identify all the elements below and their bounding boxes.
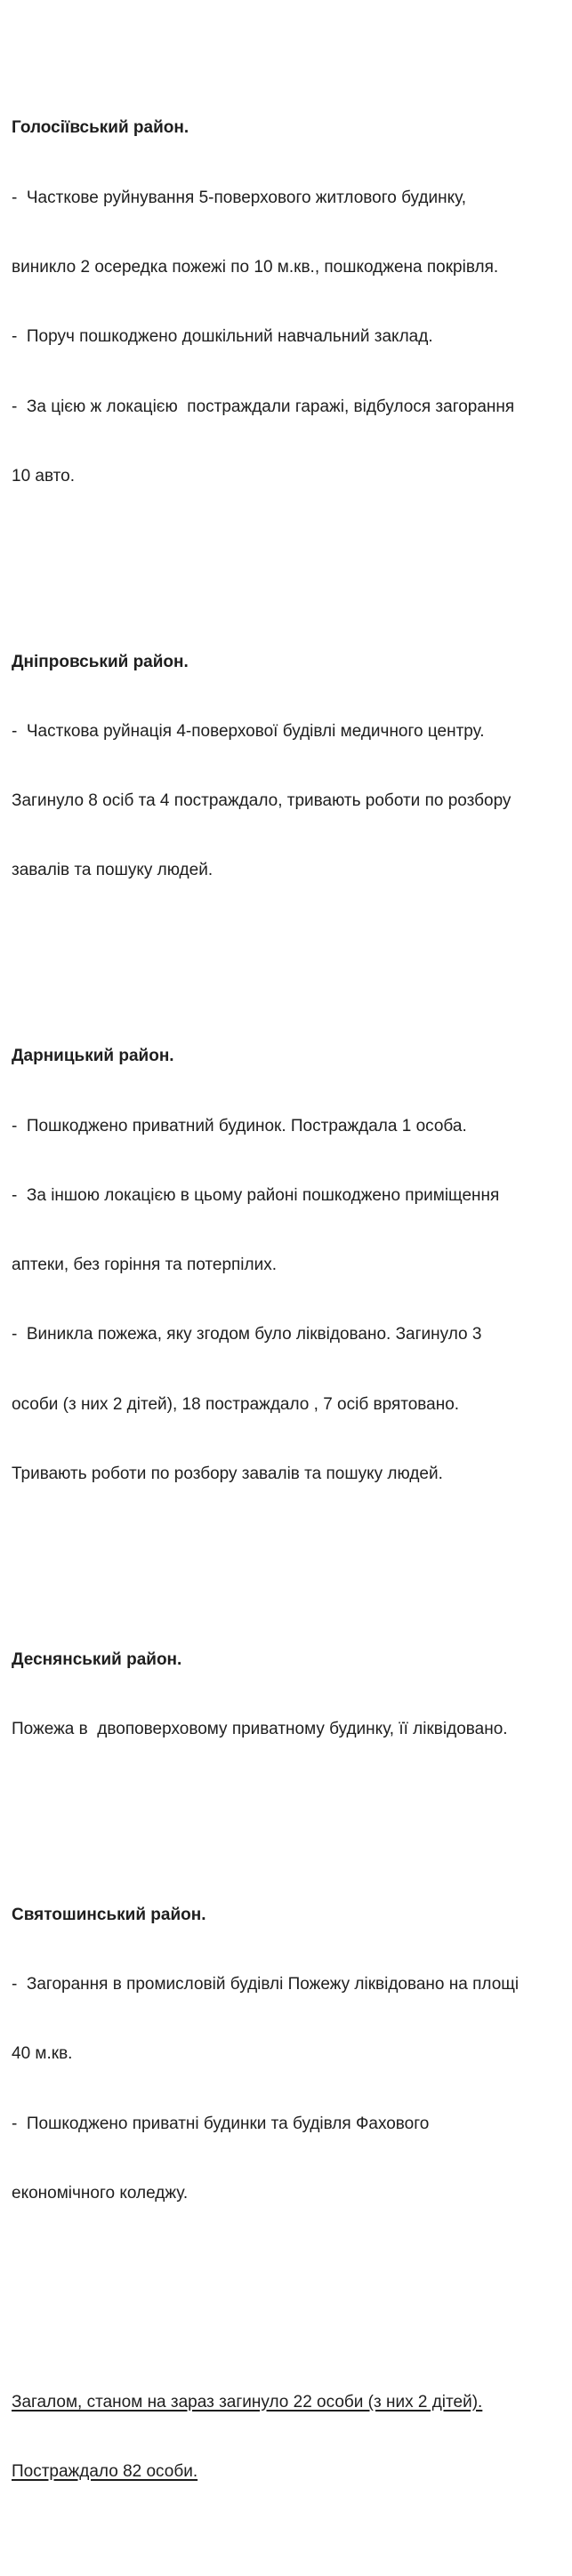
- district-heading: Деснянський район.: [12, 1649, 182, 1669]
- report-line: - Пошкоджено приватний будинок. Постраждала 1 особа.: [12, 1116, 467, 1136]
- report-line: виникло 2 осередка пожежі по 10 м.кв., пошкоджена покрівля.: [12, 258, 499, 277]
- report-line: Пожежа в двоповерховому приватному будинку, її ліквідовано.: [12, 1719, 508, 1738]
- district-section-desnianskyi: [12, 1601, 565, 1787]
- casualty-summary: [12, 2344, 565, 2530]
- report-line: особи (з них 2 дітей), 18 постраждало , 7 осіб врятовано.: [12, 1394, 460, 1414]
- district-section-dniprovskyi: [12, 604, 565, 928]
- report-line: економічного коледжу.: [12, 2183, 189, 2203]
- report-line: Тривають роботи по розбору завалів та пошуку людей.: [12, 1464, 443, 1483]
- district-heading: Голосіївський район.: [12, 118, 189, 138]
- district-section-darnytskyi: [12, 999, 565, 1532]
- report-line: 10 авто.: [12, 466, 75, 486]
- report-line: аптеки, без горіння та потерпілих.: [12, 1256, 278, 1275]
- report-line: Загинуло 8 осіб та 4 постраждало, тривають роботи по розбору: [12, 791, 512, 811]
- summary-line: Загалом, станом на зараз загинуло 22 особи (з них 2 дітей).: [12, 2392, 483, 2411]
- district-heading: Дніпровський район.: [12, 652, 189, 671]
- report-line: - Пошкоджено приватні будинки та будівля Фахового: [12, 2114, 430, 2133]
- report-line: - За цією ж локацією постраждали гаражі, відбулося загорання: [12, 397, 515, 416]
- report-line: - Виникла пожежа, яку згодом було ліквідовано. Загинуло 3: [12, 1325, 482, 1344]
- report-line: - За іншою локацією в цьому районі пошкоджено приміщення: [12, 1185, 500, 1205]
- report-line: - Часткове руйнування 5-поверхового житлового будинку,: [12, 188, 467, 207]
- report-line: завалів та пошуку людей.: [12, 861, 213, 880]
- report-line: 40 м.кв.: [12, 2044, 73, 2064]
- district-heading: Святошинський район.: [12, 1905, 206, 1924]
- report-line: - Загорання в промисловій будівлі Пожежу ліквідовано на площі: [12, 1974, 520, 1994]
- report-line: - Часткова руйнація 4-поверхової будівлі медичного центру.: [12, 721, 485, 741]
- district-section-holosiivskyi: [12, 70, 565, 534]
- summary-line: Постраждало 82 особи.: [12, 2461, 198, 2481]
- district-section-sviatoshynskyi: [12, 1858, 565, 2252]
- report-line: - Поруч пошкоджено дошкільний навчальний заклад.: [12, 327, 433, 347]
- district-heading: Дарницький район.: [12, 1047, 174, 1066]
